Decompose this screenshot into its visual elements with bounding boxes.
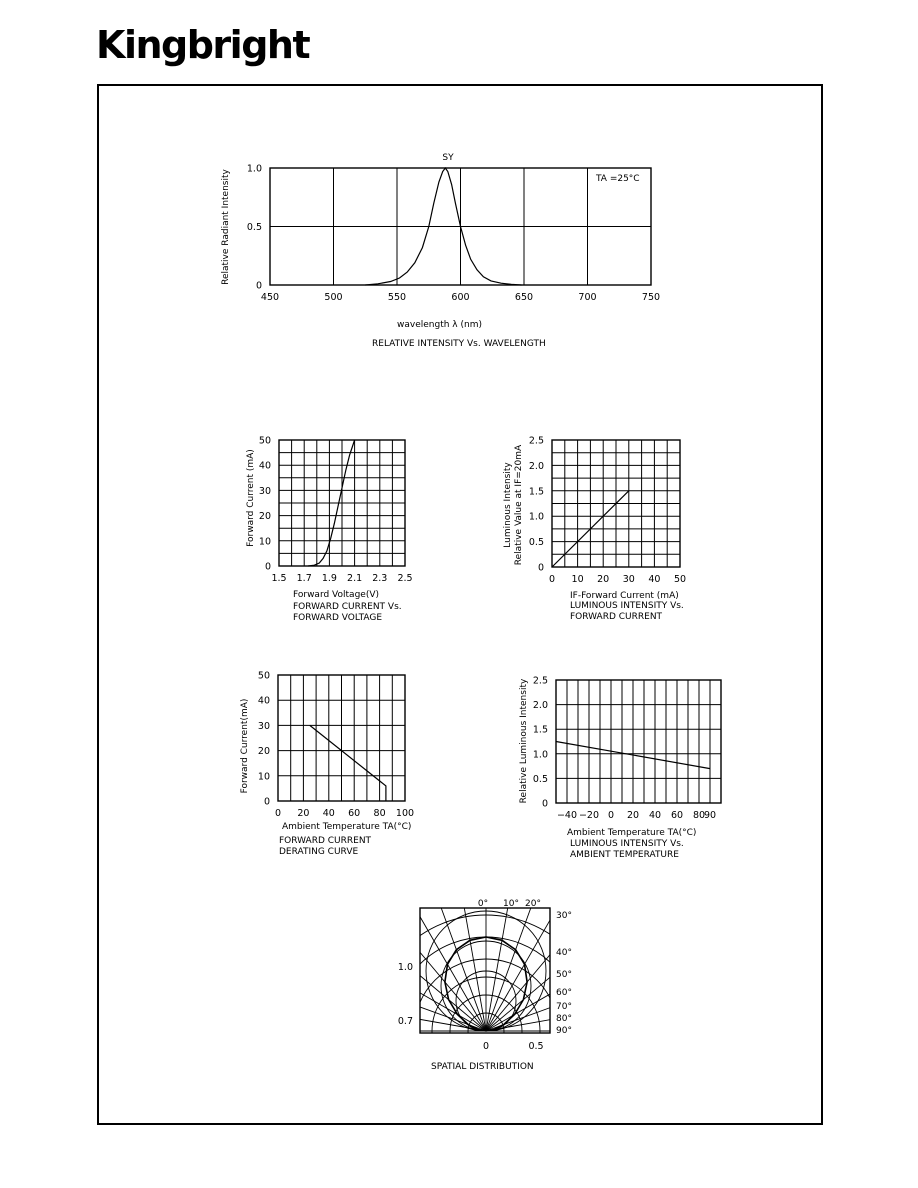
x-tick-label: 550	[387, 292, 407, 303]
x-axis-label: wavelength λ (nm)	[397, 320, 482, 330]
x-tick-label: 1.5	[271, 573, 287, 584]
chart-title-line: AMBIENT TEMPERATURE	[570, 850, 679, 860]
brand-logo: Kingbright	[96, 23, 310, 67]
x-tick-label: 80	[692, 810, 706, 821]
x-tick-label: 80	[373, 808, 386, 819]
iv-chart	[279, 440, 405, 566]
chart-title: RELATIVE INTENSITY Vs. WAVELENGTH	[372, 339, 546, 349]
x-tick-label: 40	[322, 808, 335, 819]
x-tick-label: 0	[274, 808, 282, 819]
y-tick-label: 50	[257, 670, 270, 682]
x-tick-label: 600	[451, 292, 470, 303]
spectrum-chart	[270, 168, 651, 285]
x-tick-label: 60	[670, 810, 684, 821]
angle-label: 20°	[525, 899, 541, 909]
x-tick-label: 20	[297, 808, 310, 819]
chart-title-line: LUMINOUS INTENSITY Vs.	[570, 839, 684, 849]
y-tick-label: 0	[264, 561, 271, 573]
lum-temp-chart	[556, 680, 721, 803]
polar-grid	[286, 831, 686, 1147]
y-tick-label: 0.5	[532, 773, 548, 785]
chart-title-line: FORWARD CURRENT	[570, 612, 663, 622]
y-tick-label: 0.5	[246, 222, 262, 233]
x-tick-label: 2.5	[397, 573, 413, 584]
radius-label: 1.0	[397, 962, 413, 973]
x-tick-label: 0	[607, 810, 615, 821]
chart-title-line: DERATING CURVE	[279, 847, 359, 857]
x-tick-label: −20	[578, 810, 600, 821]
temperature-annotation: TA =25°C	[596, 174, 640, 184]
y-tick-label: 2.5	[528, 435, 544, 447]
x-tick-label: 90	[703, 810, 717, 821]
x-tick-label: 2.3	[372, 573, 388, 584]
y-tick-label: 1.5	[532, 724, 548, 736]
chart-title-line: FORWARD CURRENT Vs.	[293, 602, 402, 612]
x-tick-label: 20	[626, 810, 640, 821]
x-tick-label: 10	[571, 574, 584, 585]
y-tick-label: 0.5	[528, 537, 544, 549]
y-tick-label: 20	[257, 746, 270, 758]
y-axis-label-line: Relative Value at IF=20mA	[514, 444, 524, 566]
y-tick-label: 0	[537, 562, 544, 574]
y-tick-label: 2.5	[532, 675, 548, 687]
chart-title-line: LUMINOUS INTENSITY Vs.	[570, 601, 684, 611]
x-axis-label: Forward Voltage(V)	[293, 590, 379, 600]
x-tick-label: 1.9	[321, 573, 337, 584]
x-tick-label: 40	[648, 810, 662, 821]
angle-label: 0°	[477, 899, 489, 909]
y-tick-label: 1.5	[528, 486, 544, 498]
y-axis-label: Relative Luminous Intensity	[519, 678, 529, 804]
angle-label: 10°	[503, 899, 519, 909]
angle-label: 70°	[556, 1002, 572, 1012]
chart-title-line: FORWARD CURRENT	[279, 836, 372, 846]
x-axis-label: IF-Forward Current (mA)	[570, 591, 679, 601]
y-tick-label: 20	[258, 511, 271, 523]
x-tick-label: 1.7	[296, 573, 312, 584]
angle-label: 90°	[556, 1026, 572, 1036]
x-tick-label: 40	[648, 574, 661, 585]
x-tick-label: 20	[597, 574, 610, 585]
y-tick-label: 0	[255, 280, 262, 292]
x-tick-label: 700	[578, 292, 597, 303]
y-tick-label: 10	[258, 536, 271, 548]
x-tick-label: 650	[514, 292, 534, 303]
x-tick-label: −40	[556, 810, 578, 821]
lum-current-chart	[552, 440, 680, 567]
x-tick-label: 500	[324, 292, 343, 303]
y-tick-label: 0	[541, 798, 548, 810]
radius-label: 0.7	[397, 1016, 413, 1027]
y-tick-label: 2.0	[528, 460, 544, 472]
y-axis-label-line: Luminous Intensity	[503, 462, 513, 548]
x-tick-label: 750	[641, 292, 661, 303]
x-tick-label: 30	[622, 574, 635, 585]
y-axis-label: Forward Current (mA)	[246, 449, 256, 547]
chart-title: SPATIAL DISTRIBUTION	[431, 1062, 534, 1072]
y-tick-label: 40	[258, 460, 271, 472]
y-tick-label: 1.0	[532, 749, 548, 761]
x-tick-label: 50	[673, 574, 687, 585]
scale-label: 0.5	[528, 1041, 544, 1052]
y-tick-label: 30	[258, 485, 271, 497]
angle-label: 60°	[556, 988, 572, 998]
x-tick-label: 60	[348, 808, 361, 819]
x-axis-label: Ambient Temperature TA(°C)	[567, 828, 697, 838]
x-tick-label: 2.1	[347, 573, 363, 584]
series-label: SY	[442, 153, 454, 163]
y-axis-label: Relative Radiant Intensity	[221, 169, 231, 285]
chart-title-line: FORWARD VOLTAGE	[293, 613, 383, 623]
y-tick-label: 2.0	[532, 700, 548, 712]
x-tick-label: 0	[548, 574, 556, 585]
derating-chart	[278, 675, 405, 801]
y-tick-label: 0	[263, 796, 270, 808]
plot-border	[556, 680, 721, 803]
x-tick-label: 450	[260, 292, 280, 303]
x-axis-label: Ambient Temperature TA(°C)	[282, 822, 412, 832]
x-tick-label: 100	[395, 808, 415, 819]
y-tick-label: 30	[257, 720, 270, 732]
data-series-line	[310, 725, 386, 801]
y-tick-label: 1.0	[528, 511, 544, 523]
y-tick-label: 1.0	[246, 163, 262, 175]
y-tick-label: 50	[258, 435, 271, 447]
y-axis-label: Forward Current(mA)	[240, 698, 250, 794]
y-tick-label: 40	[257, 695, 270, 707]
angle-label: 30°	[556, 911, 572, 921]
angle-label: 40°	[556, 948, 572, 958]
angle-label: 50°	[556, 970, 572, 980]
angle-label: 80°	[556, 1014, 572, 1024]
spatial-distribution-chart	[286, 831, 686, 1147]
scale-label: 0	[482, 1041, 490, 1052]
y-tick-label: 10	[257, 771, 270, 783]
